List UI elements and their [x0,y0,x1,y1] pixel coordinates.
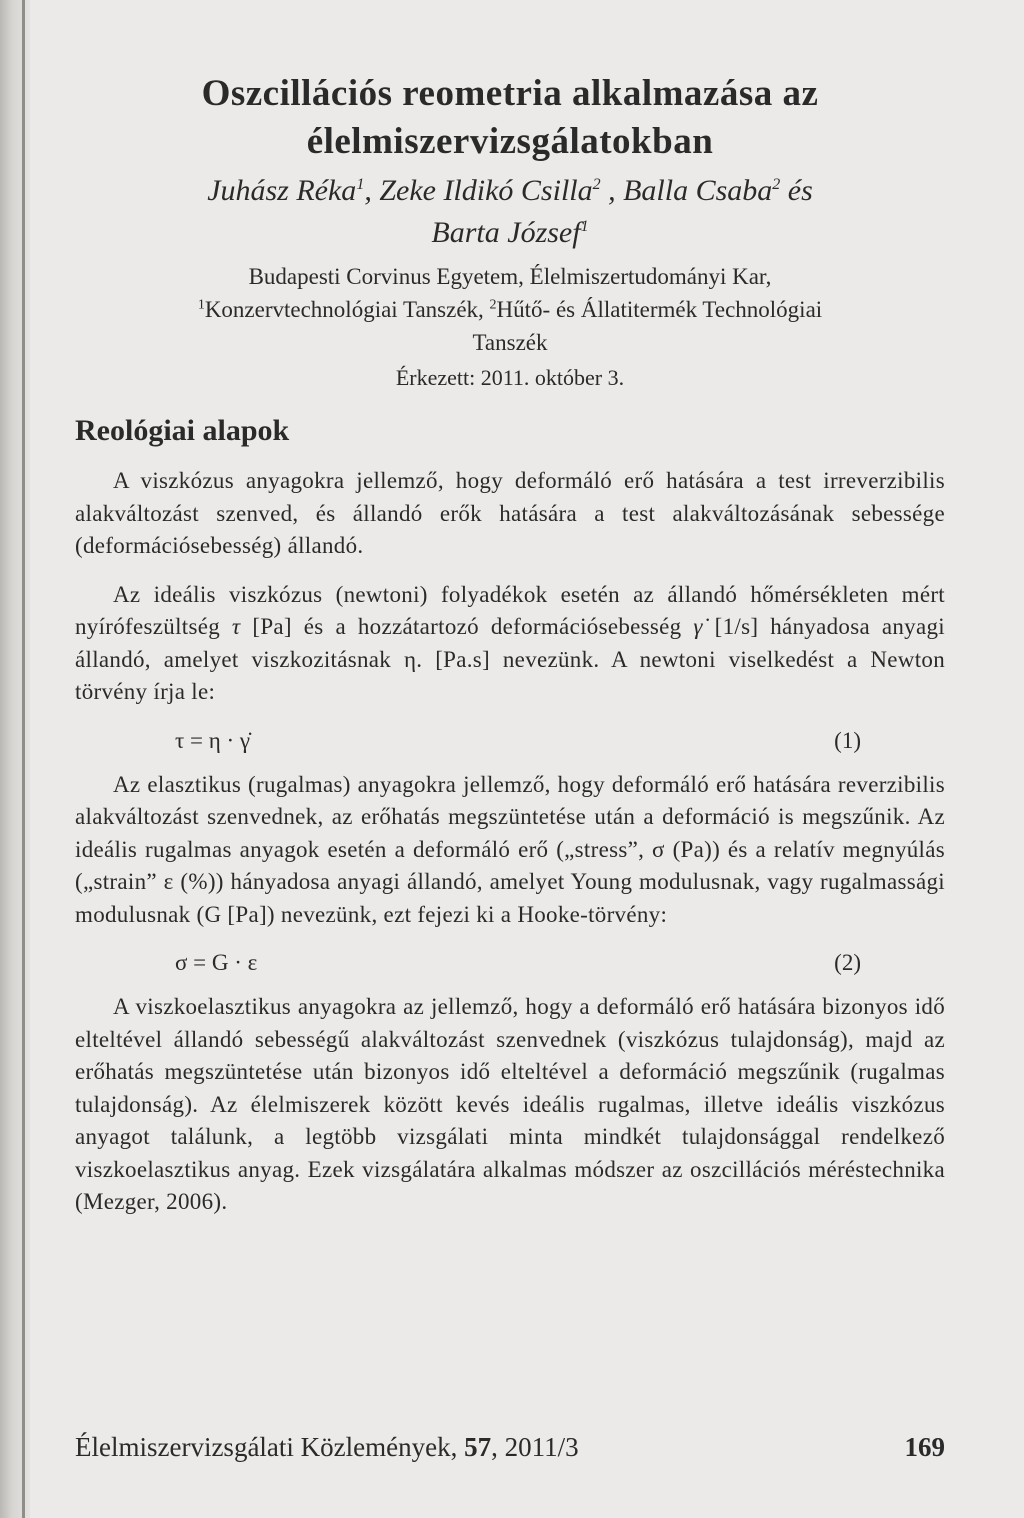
eta-symbol: η [403,646,417,672]
author-3-sup: 2 [772,176,781,193]
affiliation-dept-1: Konzervtechnológiai Tanszék, [204,297,490,322]
footer-volume: 57 [464,1432,492,1462]
author-1: Juhász Réka [207,174,357,207]
gamma-dot-symbol: γ̇ [693,614,703,639]
affiliation-sup-1: 1 [197,297,205,313]
equation-2-formula: σ = G · ε [175,950,258,975]
author-list [75,170,945,254]
affiliation-line-1: Budapesti Corvinus Egyetem, Élelmiszertudományi Kar, [248,264,772,289]
equation-1-number: (1) [834,727,861,753]
equation-1-formula: τ = η · γ̇ [175,727,251,753]
title-line-1: Oszcillációs reometria alkalmazása az [201,73,819,114]
affiliation-line-3: Tanszék [472,330,548,355]
affiliation [75,260,945,359]
affiliation-sup-2: 2 [489,297,497,313]
tau-symbol: τ [231,614,241,639]
equation-2-number: (2) [834,950,861,975]
paragraph-4: A viszkoelasztikus anyagokra az jellemző, hogy a deformáló erő hatására bizonyos idő elteltével állandó sebességű alakváltozást szenvednek (viszkózus tulajdonság), majd az erőhatás megszüntetése után bizonyos idő elteltével a deformáció megszűnik (rugalmas tulajdonság). Az élelmiszerek között kevés ideális rugalmas, illetve ideális viszkózus anyagot találunk, a legtöbb vizsgálati minta mindkét tulajdonsággal rendelkező viszkoelasztikus anyag. Ezek vizsgálatára alkalmas módszer az oszcillációs méréstechnika (Mezger, 2006). [75,994,945,1214]
author-2-sup: 2 [592,176,601,193]
title-line-2: élelmiszervizsgálatokban [306,121,714,162]
received-date: Érkezett: 2011. október 3. [395,365,625,390]
footer-journal: Élelmiszervizsgálati Közlemények, [75,1432,465,1462]
equation-2 [75,947,945,979]
affiliation-dept-2: Hűtő- és Állatitermék Technológiai [496,297,823,322]
footer-issue: , 2011/3 [491,1432,579,1462]
author-and: és [780,174,813,207]
author-3: , Balla Csaba [600,174,773,207]
equation-1 [75,725,945,757]
paragraph-3: Az elasztikus (rugalmas) anyagokra jellemző, hogy deformáló erő hatására reverzibilis alakváltozást szenvednek, az erőhatás megszüntetése után a deformáció is megszűnik. Az ideális rugalmas anyagok esetén a deformáló erő („stress”, σ (Pa)) és a relatív megnyúlás („strain” ε (%)) hányadosa anyagi állandó, amelyet Young modulusnak, vagy rugalmassági modulusnak (G [Pa]) nevezünk, ezt fejezi ki a Hooke-törvény: [75,771,945,927]
spine-shadow [0,0,30,1518]
spine-line [22,0,25,1518]
page-number: 169 [904,1432,945,1462]
article-title [75,70,945,166]
page-footer [75,1432,945,1463]
author-2: , Zeke Ildikó Csilla [364,174,593,207]
paragraph-2-part-a: Az ideális viszkózus (newtoni) folyadékok esetén az állandó hőmérsékleten mért nyírófeszültség [75,581,945,639]
paragraph-1: A viszkózus anyagokra jellemző, hogy deformáló erő hatására a test irreverzibilis alakváltozást szenved, és állandó erők hatására a test alakváltozásának sebessége (deformációsebesség) állandó. [75,468,945,558]
paragraph-2-part-b: [Pa] és a hozzátartozó deformációsebesség [240,614,694,639]
footer-citation [75,1432,579,1463]
author-1-sup: 1 [356,176,365,193]
author-4: Barta József [431,216,581,249]
paragraph-2-part-c: [1/s] hányadosa anyagi állandó, amelyet viszkozitásnak [75,614,945,672]
paragraph-2-part-d: . [Pa.s] nevezünk. A newtoni viselkedést a Newton törvény írja le: [75,646,945,704]
paragraph-2 [75,579,945,709]
section-title: Reológiai alapok [75,414,290,447]
author-4-sup: 1 [580,218,589,235]
article-content [75,70,945,1235]
